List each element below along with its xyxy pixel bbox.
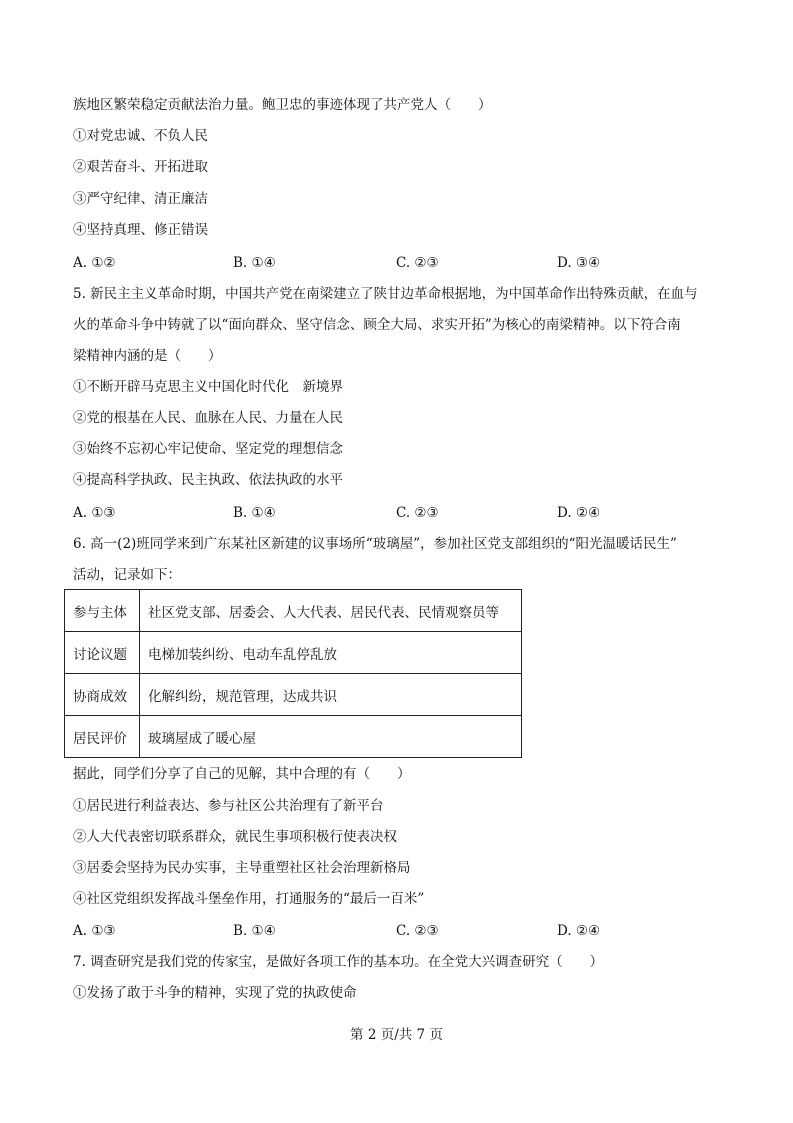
table-row: [65, 590, 522, 632]
q5-option-d: D. ②④: [557, 505, 601, 521]
q6-after-table: 据此，同学们分享了自己的见解，其中合理的有（ ）: [73, 766, 411, 782]
q4-option-a: A. ①②: [73, 255, 116, 271]
q6-stem-line-1: 6. 高一(2)班同学来到广东某社区新建的议事场所“玻璃屋”，参加社区党支部组织的“阳光温暖话民生”: [73, 536, 677, 552]
q7-stem: 7. 调查研究是我们党的传家宝，是做好各项工作的基本功。在全党大兴调查研究（ ）: [73, 954, 604, 970]
q5-stem-line-2: 火的革命斗争中铸就了以“面向群众、坚守信念、顾全大局、求实开拓”为核心的南梁精神。以下符合南: [73, 317, 681, 333]
q7-item-1: ①发扬了敢于斗争的精神，实现了党的执政使命: [73, 985, 357, 1001]
activity-record-table: [64, 589, 522, 758]
q6-item-4: ④社区党组织发挥战斗堡垒作用，打通服务的“最后一百米”: [73, 891, 425, 907]
table-cell-value: 社区党支部、居委会、人大代表、居民代表、民情观察员等: [140, 590, 522, 632]
q6-item-1: ①居民进行利益表达、参与社区公共治理有了新平台: [73, 798, 384, 814]
q4-item-4: ④坚持真理、修正错误: [73, 222, 208, 238]
q6-option-d: D. ②④: [557, 923, 601, 939]
q4-option-c: C. ②③: [396, 255, 439, 271]
page-number: 第 2 页/共 7 页: [350, 1027, 443, 1043]
table-cell-value: 电梯加装纠纷、电动车乱停乱放: [140, 632, 522, 674]
table-cell-value: 化解纠纷，规范管理，达成共识: [140, 674, 522, 716]
q5-option-a: A. ①③: [73, 505, 116, 521]
table-cell-key: 参与主体: [65, 590, 140, 632]
table-cell-key: 讨论议题: [65, 632, 140, 674]
q5-stem-line-3: 梁精神内涵的是（ ）: [73, 348, 222, 364]
q6-item-2: ②人大代表密切联系群众，就民生事项积极行使表决权: [73, 829, 397, 845]
q6-option-c: C. ②③: [396, 923, 439, 939]
q5-item-4: ④提高科学执政、民主执政、依法执政的水平: [73, 472, 343, 488]
q5-option-c: C. ②③: [396, 505, 439, 521]
q5-item-2: ②党的根基在人民、血脉在人民、力量在人民: [73, 410, 343, 426]
q6-item-3: ③居委会坚持为民办实事，主导重塑社区社会治理新格局: [73, 860, 411, 876]
q4-item-3: ③严守纪律、清正廉洁: [73, 191, 208, 207]
table-cell-key: 居民评价: [65, 716, 140, 758]
q4-option-b: B. ①④: [233, 255, 276, 271]
q4-item-1: ①对党忠诚、不负人民: [73, 128, 208, 144]
q4-item-2: ②艰苦奋斗、开拓进取: [73, 159, 208, 175]
q4-stem-tail: 族地区繁荣稳定贡献法治力量。鲍卫忠的事迹体现了共产党人（ ）: [73, 97, 492, 113]
table-row: [65, 674, 522, 716]
q6-stem-line-2: 活动，记录如下：: [73, 567, 181, 583]
q6-option-a: A. ①③: [73, 923, 116, 939]
table-row: [65, 716, 522, 758]
table-row: [65, 632, 522, 674]
q4-option-d: D. ③④: [557, 255, 601, 271]
q5-option-b: B. ①④: [233, 505, 276, 521]
q5-item-1: ①不断开辟马克思主义中国化时代化 新境界: [73, 379, 343, 395]
q5-stem-line-1: 5. 新民主主义革命时期，中国共产党在南梁建立了陕甘边革命根据地，为中国革命作出特殊贡献，在血与: [73, 286, 698, 302]
q5-item-3: ③始终不忘初心牢记使命、坚定党的理想信念: [73, 441, 343, 457]
table-cell-key: 协商成效: [65, 674, 140, 716]
q6-option-b: B. ①④: [233, 923, 276, 939]
table-cell-value: 玻璃屋成了暖心屋: [140, 716, 522, 758]
